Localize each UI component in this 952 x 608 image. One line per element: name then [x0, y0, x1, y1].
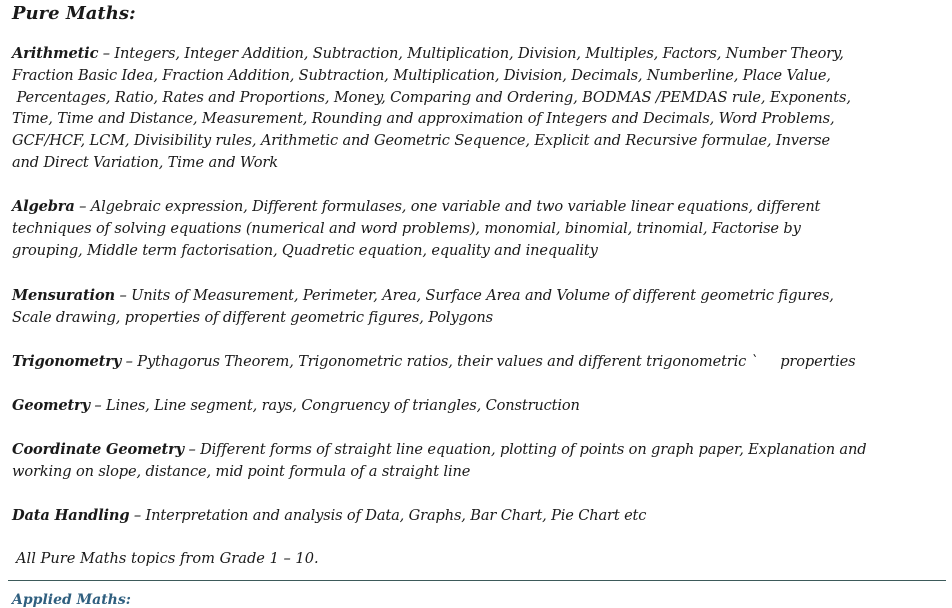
topic-line	[12, 351, 855, 373]
topic-heading: Geometry	[12, 397, 90, 414]
topic-trigonometry	[12, 351, 855, 373]
topic-line	[12, 196, 820, 218]
topic-text: – Different forms of straight line equation, plotting of points on graph paper, Explanation and	[183, 441, 867, 458]
topic-text: grouping, Middle term factorisation, Quadretic equation, equality and inequality	[12, 241, 598, 259]
topic-algebra	[12, 196, 820, 261]
section-divider	[8, 580, 946, 581]
topic-line	[12, 439, 866, 461]
topic-line	[12, 43, 851, 65]
topic-text: and Direct Variation, Time and Work	[12, 153, 278, 171]
topic-mensuration	[12, 285, 834, 329]
topic-text: – Algebraic expression, Different formulases, one variable and two variable linear equations, different	[74, 198, 821, 215]
topic-heading: Data Handling	[12, 507, 130, 524]
next-section-heading: Applied Maths:	[12, 592, 131, 608]
topic-heading: Mensuration	[12, 287, 116, 304]
topic-text: GCF/HCF, LCM, Divisibility rules, Arithmetic and Geometric Sequence, Explicit and Recursive formulae, Inverse	[12, 132, 830, 150]
topic-data-handling	[12, 505, 646, 527]
topic-text: techniques of solving equations (numerical and word problems), monomial, binomial, trinomial, Factorise by	[12, 219, 801, 237]
topic-heading: Arithmetic	[12, 45, 99, 62]
topic-line	[12, 395, 580, 417]
topic-text: Time, Time and Distance, Measurement, Rounding and approximation of Integers and Decimals, Word Problems,	[12, 110, 835, 128]
topic-heading: Trigonometry	[12, 353, 122, 370]
topic-text: – Interpretation and analysis of Data, Graphs, Bar Chart, Pie Chart etc	[129, 507, 647, 524]
grade-note: All Pure Maths topics from Grade 1 – 10.	[16, 550, 319, 567]
topic-text: – Integers, Integer Addition, Subtraction, Multiplication, Division, Multiples, Factors, Number Theory,	[98, 45, 844, 62]
topic-line	[12, 505, 646, 527]
topic-text: – Units of Measurement, Perimeter, Area, Surface Area and Volume of different geometric figures,	[115, 287, 834, 304]
topic-text: Percentages, Ratio, Rates and Proportions, Money, Comparing and Ordering, BODMAS /PEMDAS rule, Exponents,	[12, 88, 851, 106]
topic-text: working on slope, distance, mid point formula of a straight line	[12, 462, 471, 480]
topic-heading: Algebra	[12, 198, 75, 215]
topic-coordinate-geometry	[12, 439, 866, 483]
topic-arithmetic	[12, 43, 851, 174]
topic-heading: Coordinate Geometry	[12, 441, 184, 458]
page-title: Pure Maths:	[12, 3, 136, 24]
topic-text: – Pythagorus Theorem, Trigonometric ratios, their values and different trigonometric ` properties	[121, 353, 856, 370]
topic-text: Scale drawing, properties of different geometric figures, Polygons	[12, 308, 493, 326]
topic-text: – Lines, Line segment, rays, Congruency of triangles, Construction	[89, 397, 580, 414]
topic-text: Fraction Basic Idea, Fraction Addition, Subtraction, Multiplication, Division, Decimals, Numberline, Place Value,	[12, 66, 831, 84]
topic-geometry	[12, 395, 580, 417]
topic-line	[12, 285, 834, 307]
